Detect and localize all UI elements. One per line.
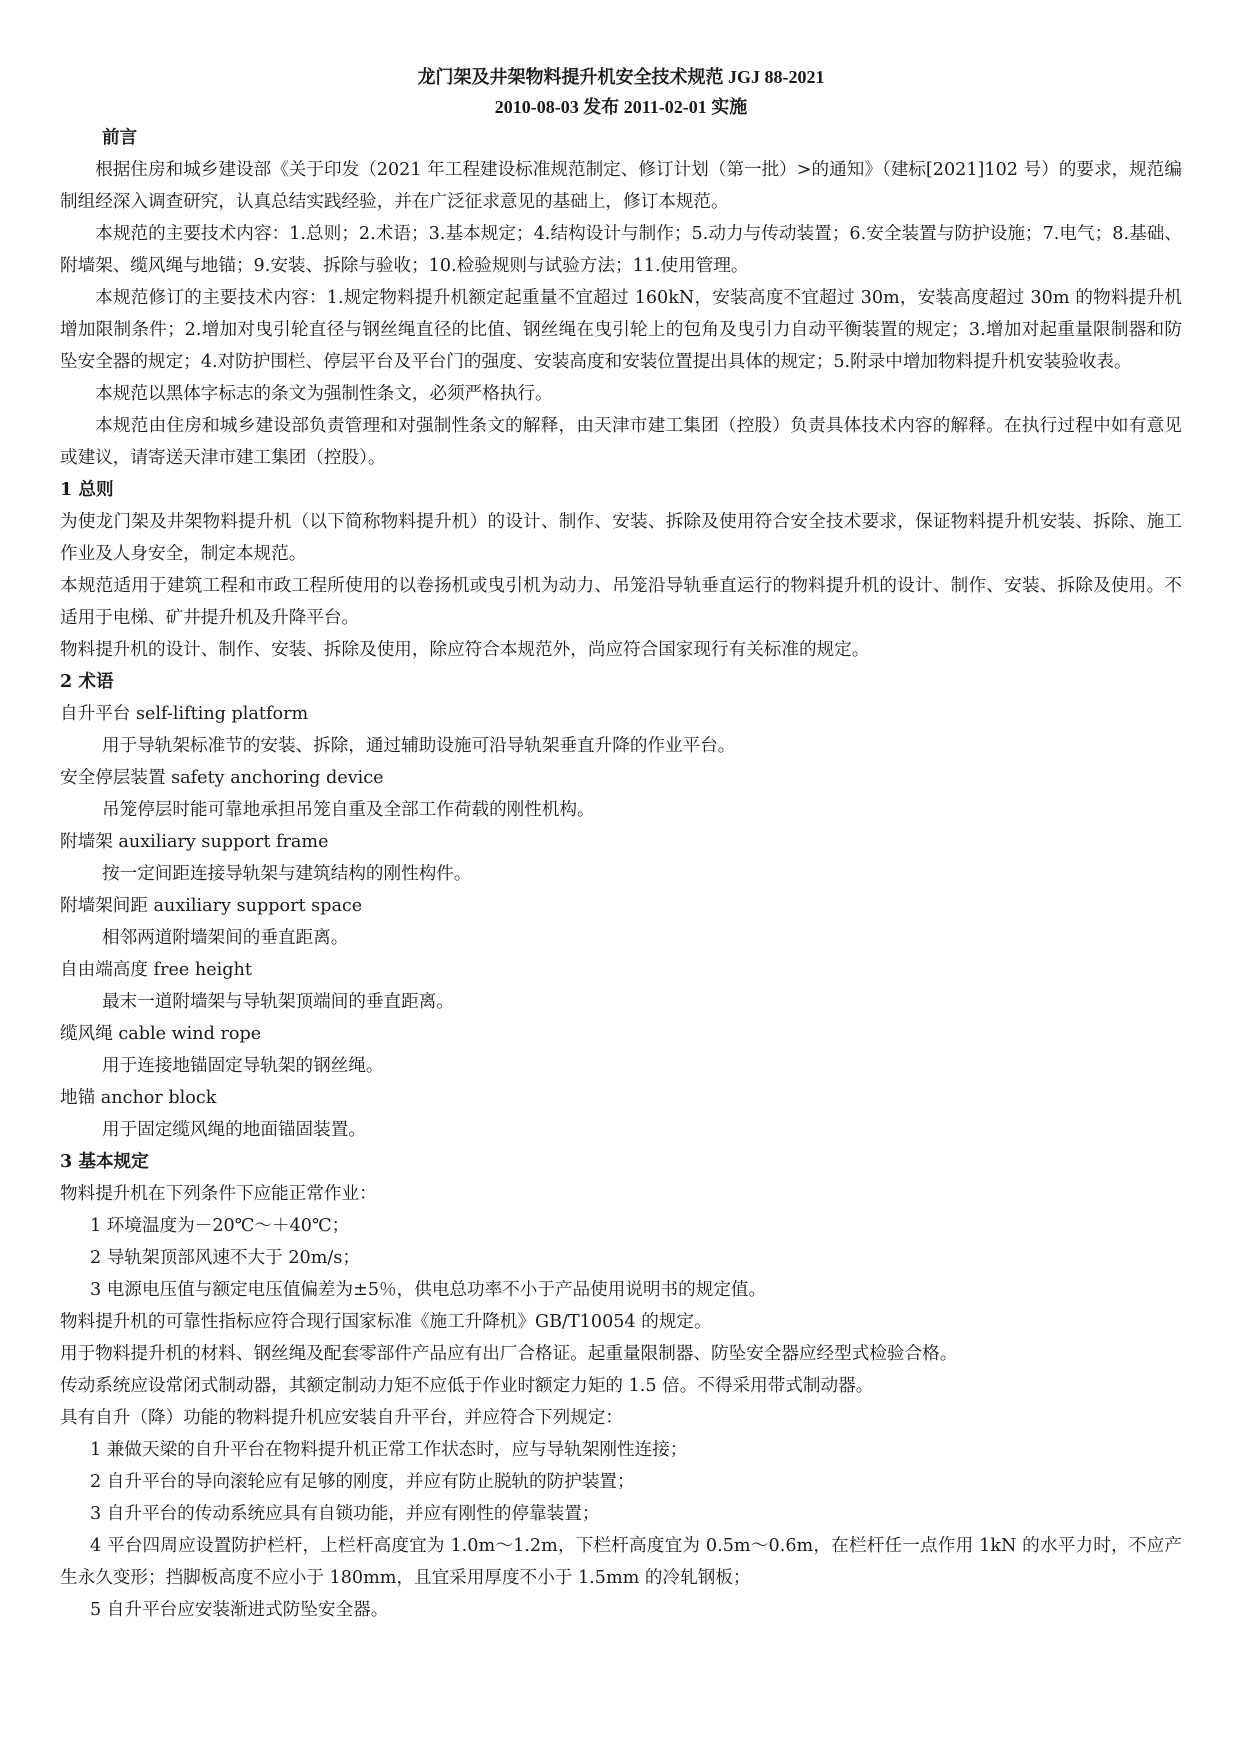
basic-rules-paragraph: 物料提升机的可靠性指标应符合现行国家标准《施工升降机》GB/T10054 的规定。 xyxy=(60,1312,712,1332)
term-definition: 按一定间距连接导轨架与建筑结构的刚性构件。 xyxy=(102,864,472,884)
general-paragraph: 为使龙门架及井架物料提升机（以下简称物料提升机）的设计、制作、安装、拆除及使用符合安全技术要求，保证物料提升机安装、拆除、施工作业及人身安全，制定本规范。 xyxy=(60,512,1182,564)
term-definition: 用于导轨架标准节的安装、拆除，通过辅助设施可沿导轨架垂直升降的作业平台。 xyxy=(102,736,736,756)
document-title: 龙门架及井架物料提升机安全技术规范 JGJ 88-2021 xyxy=(417,67,825,87)
condition-item: 2 导轨架顶部风速不大于 20m/s； xyxy=(90,1248,360,1268)
rule-item: 4 平台四周应设置防护栏杆，上栏杆高度宜为 1.0m～1.2m，下栏杆高度宜为 0.5m～0.6m，在栏杆任一点作用 1kN 的水平力时，不应产生永久变形；挡脚板高度不应小于 180mm，且宜采用厚度不小于 1.5mm 的冷轧钢板； xyxy=(60,1536,1182,1588)
term-definition: 用于连接地锚固定导轨架的钢丝绳。 xyxy=(102,1056,384,1076)
rule-item: 5 自升平台应安装渐进式防坠安全器。 xyxy=(90,1600,389,1620)
term-name: 附墙架间距 auxiliary support space xyxy=(60,896,363,916)
term-name: 自由端高度 free height xyxy=(60,960,252,980)
rule-item: 2 自升平台的导向滚轮应有足够的刚度，并应有防止脱轨的防护装置； xyxy=(90,1472,635,1492)
document-dates: 2010-08-03 发布 2011-02-01 实施 xyxy=(494,97,748,117)
term-name: 缆风绳 cable wind rope xyxy=(60,1024,262,1044)
preface-paragraph: 本规范修订的主要技术内容：1.规定物料提升机额定起重量不宜超过 160kN，安装高度不宜超过 30m，安装高度超过 30m 的物料提升机增加限制条件；2.增加对曳引轮直径与钢丝绳直径的比值、钢丝绳在曳引轮上的包角及曳引力自动平衡装置的规定；3.增加对起重量限制器和防坠安全器的规定；4.对防护围栏、停层平台及平台门的强度、安装高度和安装位置提出具体的规定；5.附录中增加物料提升机安装验收表。 xyxy=(60,288,1182,372)
preface-paragraph: 本规范由住房和城乡建设部负责管理和对强制性条文的解释，由天津市建工集团（控股）负责具体技术内容的解释。在执行过程中如有意见或建议，请寄送天津市建工集团（控股）。 xyxy=(60,416,1182,468)
document-body xyxy=(60,62,1182,1626)
condition-item: 3 电源电压值与额定电压值偏差为±5％，供电总功率不小于产品使用说明书的规定值。 xyxy=(90,1280,767,1300)
section-heading-basic-rules: 3 基本规定 xyxy=(60,1151,149,1172)
basic-rules-paragraph: 具有自升（降）功能的物料提升机应安装自升平台，并应符合下列规定： xyxy=(60,1408,624,1428)
term-name: 附墙架 auxiliary support frame xyxy=(60,832,329,852)
general-paragraph: 本规范适用于建筑工程和市政工程所使用的以卷扬机或曳引机为动力、吊笼沿导轨垂直运行的物料提升机的设计、制作、安装、拆除及使用。不适用于电梯、矿井提升机及升降平台。 xyxy=(60,576,1182,628)
rule-item: 3 自升平台的传动系统应具有自锁功能，并应有刚性的停靠装置； xyxy=(90,1504,600,1524)
section-heading-terms: 2 术语 xyxy=(60,671,114,692)
preface-paragraph: 本规范以黑体字标志的条文为强制性条文，必须严格执行。 xyxy=(95,384,553,404)
term-definition: 吊笼停层时能可靠地承担吊笼自重及全部工作荷载的刚性机构。 xyxy=(102,800,595,820)
term-definition: 用于固定缆风绳的地面锚固装置。 xyxy=(102,1120,366,1140)
preface-paragraph: 根据住房和城乡建设部《关于印发（2021 年工程建设标准规范制定、修订计划（第一批）>的通知》（建标[2021]102 号）的要求，规范编制组经深入调查研究，认真总结实践经验，并在广泛征求意见的基础上，修订本规范。 xyxy=(60,160,1182,212)
term-name: 安全停层装置 safety anchoring device xyxy=(60,768,384,788)
condition-item: 1 环境温度为－20℃～＋40℃； xyxy=(90,1216,350,1236)
preface-heading: 前言 xyxy=(102,127,138,148)
general-paragraph: 物料提升机的设计、制作、安装、拆除及使用，除应符合本规范外，尚应符合国家现行有关标准的规定。 xyxy=(60,640,870,660)
term-name: 自升平台 self-lifting platform xyxy=(60,704,309,724)
basic-rules-paragraph: 传动系统应设常闭式制动器，其额定制动力矩不应低于作业时额定力矩的 1.5 倍。不得采用带式制动器。 xyxy=(60,1376,874,1396)
term-definition: 最末一道附墙架与导轨架顶端间的垂直距离。 xyxy=(102,992,454,1012)
rule-item: 1 兼做天梁的自升平台在物料提升机正常工作状态时，应与导轨架刚性连接； xyxy=(90,1440,688,1460)
term-definition: 相邻两道附墙架间的垂直距离。 xyxy=(102,928,349,948)
section-heading-general: 1 总则 xyxy=(60,479,114,500)
basic-rules-paragraph: 用于物料提升机的材料、钢丝绳及配套零部件产品应有出厂合格证。起重量限制器、防坠安全器应经型式检验合格。 xyxy=(60,1344,958,1364)
preface-paragraph: 本规范的主要技术内容：1.总则；2.术语；3.基本规定；4.结构设计与制作；5.动力与传动装置；6.安全装置与防护设施；7.电气；8.基础、附墙架、缆风绳与地锚；9.安装、拆除与验收；10.检验规则与试验方法；11.使用管理。 xyxy=(60,224,1182,276)
term-name: 地锚 anchor block xyxy=(60,1088,217,1108)
basic-rules-paragraph: 物料提升机在下列条件下应能正常作业： xyxy=(60,1184,377,1204)
